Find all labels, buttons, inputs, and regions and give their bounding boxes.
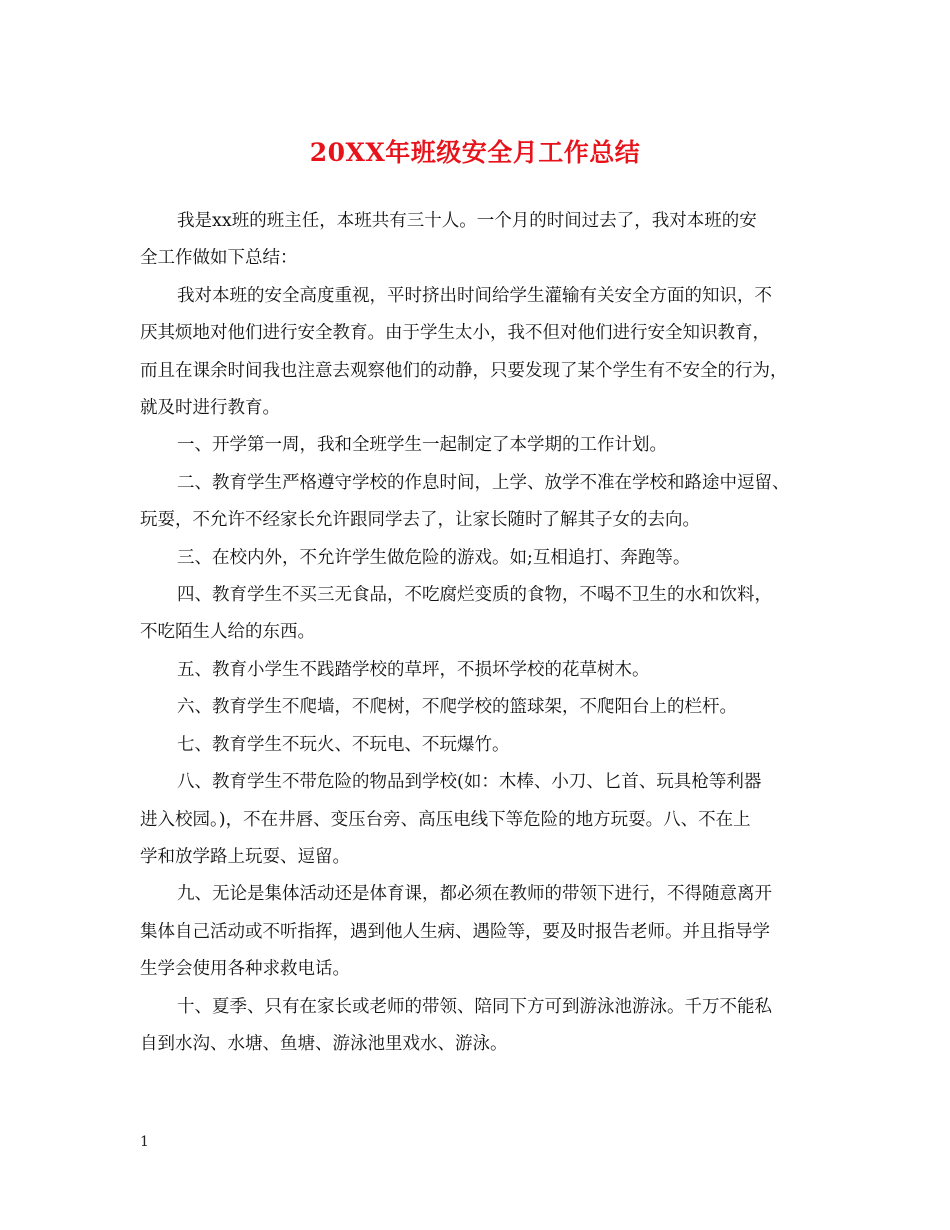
paragraph-item-8: 八、教育学生不带危险的物品到学校(如：木棒、小刀、匕首、玩具枪等利器 进入校园。)，不在井唇、变压台旁、高压电线下等危险的地方玩耍。八、不在上 学和放学路上玩耍、逗留。 <box>140 772 762 867</box>
document-title: 20XX年班级安全月工作总结 <box>309 138 641 167</box>
paragraph-item-7: 七、教育学生不玩火、不玩电、不玩爆竹。 <box>177 734 510 755</box>
document-body <box>140 203 826 1063</box>
paragraph-item-3: 三、在校内外，不允许学生做危险的游戏。如;互相追打、奔跑等。 <box>177 547 691 568</box>
paragraph-item-9: 九、无论是集体活动还是体育课，都必须在教师的带领下进行，不得随意离开 集体自己活动或不听指挥，遇到他人生病、遇险等，要及时报告老师。并且指导学 生学会使用各种求救电话。 <box>140 884 772 980</box>
paragraph-item-4: 四、教育学生不买三无食品，不吃腐烂变质的食物，不喝不卫生的水和饮料， 不吃陌生人给的东西。 <box>140 585 772 643</box>
page-number: 1 <box>140 1134 149 1150</box>
paragraph-item-6: 六、教育学生不爬墙，不爬树，不爬学校的篮球架，不爬阳台上的栏杆。 <box>177 697 737 718</box>
paragraph-item-2: 二、教育学生严格遵守学校的作息时间，上学、放学不准在学校和路途中逗留、 玩耍，不允许不经家长允许跟同学去了，让家长随时了解其子女的去向。 <box>140 472 790 531</box>
paragraph-item-5: 五、教育小学生不践踏学校的草坪，不损坏学校的花草树木。 <box>177 659 650 680</box>
paragraph-overview: 我对本班的安全高度重视，平时挤出时间给学生灌输有关安全方面的知识，不 厌其烦地对他们进行安全教育。由于学生太小，我不但对他们进行安全知识教育， 而且在课余时间我也注意去观察他们的动静，只要发现了某个学生有不安全的行为， 就及时进行教育。 <box>140 285 788 419</box>
paragraph-item-10: 十、夏季、只有在家长或老师的带领、陪同下方可到游泳池游泳。千万不能私 自到水沟、水塘、鱼塘、游泳池里戏水、游泳。 <box>140 996 772 1054</box>
paragraph-intro: 我是xx班的班主任，本班共有三十人。一个月的时间过去了，我对本班的安 全工作做如下总结： <box>140 211 757 269</box>
paragraph-item-1: 一、开学第一周，我和全班学生一起制定了本学期的工作计划。 <box>177 435 667 456</box>
